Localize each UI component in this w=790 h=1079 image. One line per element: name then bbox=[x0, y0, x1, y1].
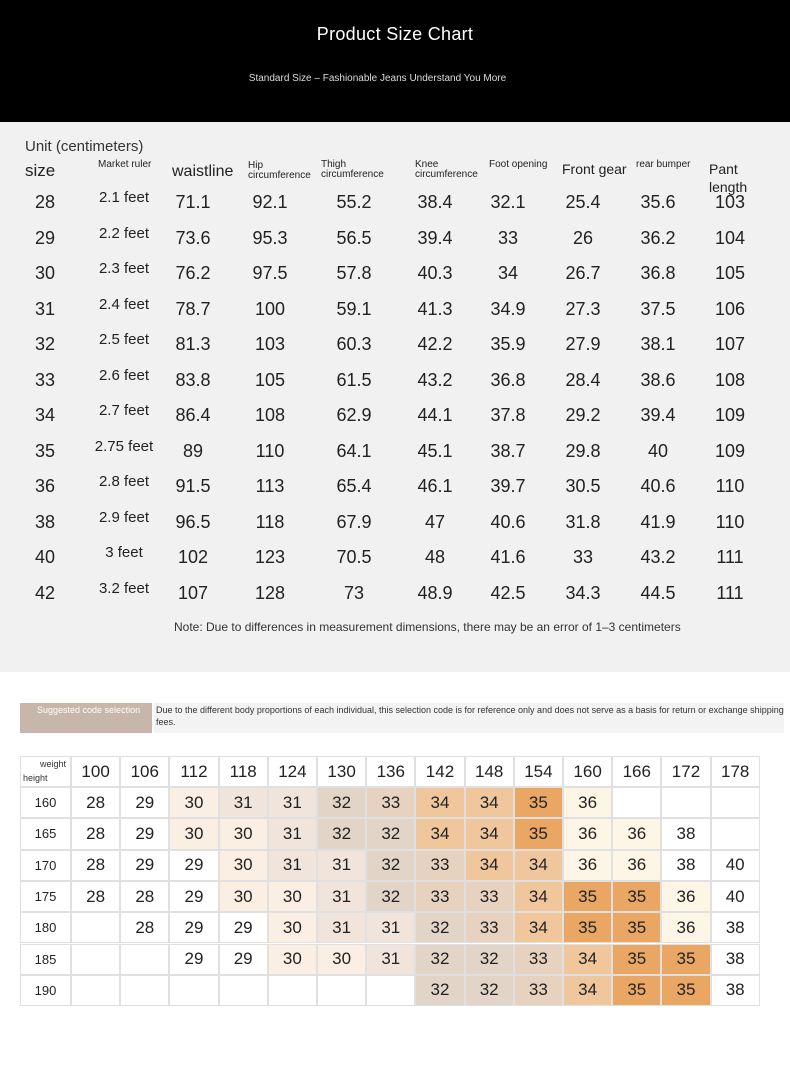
recommended-size-cell bbox=[317, 975, 366, 1006]
measurement-cell: 2.5 feet bbox=[98, 331, 150, 348]
recommended-size-cell: 35 bbox=[612, 881, 661, 912]
recommended-size-cell bbox=[711, 818, 760, 849]
column-header: Pant length bbox=[709, 161, 748, 195]
column-header: Hip circumference bbox=[248, 160, 311, 181]
measurement-cell: 105 bbox=[254, 369, 286, 390]
recommended-size-cell: 38 bbox=[711, 975, 760, 1006]
recommended-size-cell: 30 bbox=[169, 787, 218, 818]
measurement-cell: 48.9 bbox=[417, 582, 453, 603]
measurement-cell: 34 bbox=[497, 263, 519, 283]
measurement-cell: 108 bbox=[714, 369, 746, 390]
measurement-cell: 27.9 bbox=[565, 334, 601, 354]
measurement-cell: 35.6 bbox=[640, 192, 676, 212]
measurement-cell: 118 bbox=[255, 511, 285, 532]
size-value: 28 bbox=[34, 192, 56, 212]
recommended-size-cell: 29 bbox=[169, 850, 218, 881]
size-value: 33 bbox=[34, 369, 56, 390]
measurement-cell: 71.1 bbox=[175, 192, 211, 212]
recommended-size-cell: 30 bbox=[268, 881, 317, 912]
measurement-cell: 60.3 bbox=[336, 334, 372, 354]
recommended-size-cell: 33 bbox=[514, 944, 563, 975]
recommended-size-cell: 31 bbox=[268, 787, 317, 818]
size-chart-panel bbox=[0, 122, 790, 672]
measurement-cell: 32.1 bbox=[490, 192, 526, 212]
weight-header: 178 bbox=[711, 756, 760, 787]
recommended-size-cell: 34 bbox=[563, 975, 612, 1006]
measurement-cell: 110 bbox=[715, 476, 745, 496]
recommended-size-cell: 36 bbox=[563, 787, 612, 818]
size-value: 29 bbox=[34, 227, 56, 248]
size-value: 42 bbox=[34, 582, 56, 603]
recommended-size-cell: 31 bbox=[219, 787, 268, 818]
measurement-cell: 76.2 bbox=[175, 263, 211, 283]
measurement-cell: 78.7 bbox=[175, 298, 211, 319]
measurement-cell: 107 bbox=[177, 582, 209, 603]
weight-header: 160 bbox=[563, 756, 612, 787]
measurement-cell: 30.5 bbox=[565, 476, 601, 496]
weight-header: 142 bbox=[415, 756, 464, 787]
column-header: rear bumper bbox=[636, 159, 691, 170]
measurement-cell: 2.9 feet bbox=[98, 508, 150, 526]
measurement-cell: 106 bbox=[714, 298, 746, 319]
recommended-size-cell: 29 bbox=[219, 912, 268, 943]
column-header: Foot opening bbox=[489, 159, 548, 170]
weight-header: 106 bbox=[120, 756, 169, 787]
measurement-cell: 45.1 bbox=[417, 440, 453, 461]
recommended-size-cell: 35 bbox=[514, 787, 563, 818]
recommended-size-cell: 32 bbox=[415, 912, 464, 943]
recommended-size-cell: 33 bbox=[514, 975, 563, 1006]
measurement-cell: 40 bbox=[647, 440, 669, 461]
measurement-cell: 39.7 bbox=[490, 476, 526, 496]
measurement-cell: 25.4 bbox=[565, 192, 601, 212]
size-value: 34 bbox=[34, 405, 56, 425]
recommended-size-cell: 30 bbox=[268, 912, 317, 943]
recommended-size-cell: 36 bbox=[563, 850, 612, 881]
weight-axis-label: weight bbox=[39, 759, 66, 769]
measurement-cell: 2.2 feet bbox=[98, 224, 150, 242]
recommended-size-cell: 28 bbox=[120, 912, 169, 943]
measurement-cell: 43.2 bbox=[417, 369, 453, 390]
recommended-size-cell: 33 bbox=[415, 881, 464, 912]
size-value: 31 bbox=[34, 298, 56, 319]
size-value: 35 bbox=[34, 440, 56, 461]
measurement-cell: 105 bbox=[714, 263, 746, 283]
measurement-cell: 111 bbox=[716, 547, 744, 567]
recommended-size-cell: 30 bbox=[219, 818, 268, 849]
size-value: 38 bbox=[34, 511, 56, 532]
measurement-cell: 104 bbox=[714, 227, 746, 248]
recommended-size-cell: 34 bbox=[415, 818, 464, 849]
column-header: Knee circumference bbox=[415, 159, 478, 180]
measurement-cell: 36.2 bbox=[640, 227, 676, 248]
recommended-size-cell: 32 bbox=[465, 944, 514, 975]
measurement-cell: 41.9 bbox=[640, 511, 676, 532]
recommended-size-cell bbox=[612, 787, 661, 818]
weight-header: 154 bbox=[514, 756, 563, 787]
measurement-cell: 86.4 bbox=[175, 405, 211, 425]
recommended-size-cell: 33 bbox=[366, 787, 415, 818]
measurement-cell: 44.1 bbox=[417, 405, 453, 425]
recommended-size-cell: 34 bbox=[514, 881, 563, 912]
recommended-size-cell: 34 bbox=[465, 818, 514, 849]
recommended-size-cell: 30 bbox=[268, 944, 317, 975]
measurement-cell: 36.8 bbox=[490, 369, 526, 390]
measurement-cell: 109 bbox=[714, 440, 746, 461]
height-header: 190 bbox=[20, 975, 71, 1006]
recommended-size-cell: 29 bbox=[120, 818, 169, 849]
recommended-size-cell: 31 bbox=[317, 912, 366, 943]
measurement-cell: 56.5 bbox=[336, 227, 372, 248]
recommended-size-cell: 34 bbox=[514, 912, 563, 943]
column-header: Thigh circumference bbox=[321, 159, 384, 180]
recommended-size-cell bbox=[219, 975, 268, 1006]
measurement-cell: 128 bbox=[254, 582, 286, 603]
recommended-size-cell: 34 bbox=[415, 787, 464, 818]
weight-header: 100 bbox=[71, 756, 120, 787]
recommended-size-cell: 36 bbox=[612, 818, 661, 849]
measurement-cell: 102 bbox=[177, 547, 209, 567]
measurement-note: Note: Due to differences in measurement dimensions, there may be an error of 1–3 centimeters bbox=[174, 620, 681, 634]
grid-corner bbox=[20, 756, 71, 787]
recommended-size-cell: 29 bbox=[219, 944, 268, 975]
recommended-size-cell: 32 bbox=[415, 975, 464, 1006]
measurement-cell: 40.6 bbox=[640, 476, 676, 496]
measurement-cell: 31.8 bbox=[565, 511, 601, 532]
recommended-size-cell: 35 bbox=[563, 881, 612, 912]
measurement-cell: 2.8 feet bbox=[98, 473, 150, 490]
recommended-size-cell: 32 bbox=[366, 850, 415, 881]
height-header: 185 bbox=[20, 944, 71, 975]
recommended-size-cell: 31 bbox=[268, 850, 317, 881]
recommended-size-cell: 31 bbox=[268, 818, 317, 849]
measurement-cell: 107 bbox=[714, 334, 746, 354]
recommended-size-cell: 32 bbox=[366, 818, 415, 849]
recommended-size-cell: 35 bbox=[612, 944, 661, 975]
measurement-cell: 61.5 bbox=[336, 369, 372, 390]
height-header: 175 bbox=[20, 881, 71, 912]
size-value: 30 bbox=[34, 263, 56, 283]
measurement-cell: 29.2 bbox=[565, 405, 601, 425]
measurement-cell: 97.5 bbox=[252, 263, 288, 283]
measurement-cell: 2.4 feet bbox=[98, 295, 150, 313]
recommended-size-cell: 34 bbox=[563, 944, 612, 975]
recommended-size-cell: 32 bbox=[317, 818, 366, 849]
height-header: 170 bbox=[20, 850, 71, 881]
measurement-cell: 26 bbox=[572, 227, 594, 248]
recommended-size-cell: 40 bbox=[711, 881, 760, 912]
recommended-size-cell bbox=[120, 944, 169, 975]
recommended-size-cell: 32 bbox=[415, 944, 464, 975]
recommended-size-cell: 31 bbox=[366, 912, 415, 943]
recommended-size-cell: 35 bbox=[661, 975, 710, 1006]
recommended-size-cell: 40 bbox=[711, 850, 760, 881]
measurement-cell: 38.7 bbox=[490, 440, 526, 461]
recommended-size-cell: 36 bbox=[661, 881, 710, 912]
measurement-cell: 62.9 bbox=[336, 405, 372, 425]
recommended-size-cell: 29 bbox=[120, 850, 169, 881]
measurement-cell: 38.6 bbox=[640, 369, 676, 390]
measurement-cell: 65.4 bbox=[336, 476, 372, 496]
height-header: 165 bbox=[20, 818, 71, 849]
recommended-size-cell: 29 bbox=[169, 881, 218, 912]
measurement-cell: 59.1 bbox=[336, 298, 372, 319]
recommended-size-cell: 35 bbox=[563, 912, 612, 943]
weight-header: 130 bbox=[317, 756, 366, 787]
recommended-size-cell: 34 bbox=[465, 787, 514, 818]
recommended-size-cell bbox=[120, 975, 169, 1006]
recommended-size-cell: 36 bbox=[661, 912, 710, 943]
measurement-cell: 48 bbox=[424, 547, 446, 567]
measurement-cell: 2.3 feet bbox=[98, 260, 150, 277]
unit-label: Unit (centimeters) bbox=[25, 138, 144, 155]
weight-header: 118 bbox=[219, 756, 268, 787]
measurement-cell: 33 bbox=[572, 547, 594, 567]
measurement-cell: 42.5 bbox=[490, 582, 526, 603]
measurement-cell: 109 bbox=[714, 405, 746, 425]
measurement-cell: 89 bbox=[182, 440, 204, 461]
recommended-size-cell: 29 bbox=[169, 944, 218, 975]
measurement-cell: 111 bbox=[716, 582, 744, 603]
recommended-size-cell: 32 bbox=[366, 881, 415, 912]
recommended-size-cell bbox=[711, 787, 760, 818]
measurement-cell: 40.3 bbox=[417, 263, 453, 283]
weight-header: 124 bbox=[268, 756, 317, 787]
weight-header: 112 bbox=[169, 756, 218, 787]
recommended-size-cell: 30 bbox=[219, 881, 268, 912]
measurement-cell: 38.1 bbox=[640, 334, 676, 354]
column-header: Market ruler bbox=[98, 159, 152, 170]
recommended-size-cell: 32 bbox=[465, 975, 514, 1006]
recommended-size-cell bbox=[169, 975, 218, 1006]
recommended-size-cell: 38 bbox=[711, 912, 760, 943]
measurement-cell: 103 bbox=[714, 192, 746, 212]
height-header: 180 bbox=[20, 912, 71, 943]
measurement-cell: 70.5 bbox=[336, 547, 372, 567]
column-header: Front gear bbox=[562, 161, 627, 177]
measurement-cell: 29.8 bbox=[565, 440, 601, 461]
size-value: 32 bbox=[34, 334, 56, 354]
recommended-size-cell: 31 bbox=[366, 944, 415, 975]
measurement-cell: 110 bbox=[255, 440, 285, 461]
weight-header: 136 bbox=[366, 756, 415, 787]
column-header: size bbox=[25, 161, 56, 180]
measurement-cell: 73 bbox=[343, 582, 365, 603]
measurement-cell: 35.9 bbox=[490, 334, 526, 354]
measurement-cell: 44.5 bbox=[640, 582, 676, 603]
measurement-cell: 108 bbox=[254, 405, 286, 425]
recommended-size-cell: 33 bbox=[465, 881, 514, 912]
recommended-size-cell bbox=[366, 975, 415, 1006]
measurement-cell: 67.9 bbox=[336, 511, 372, 532]
recommended-size-cell: 29 bbox=[120, 787, 169, 818]
recommended-size-cell: 28 bbox=[120, 881, 169, 912]
measurement-cell: 83.8 bbox=[175, 369, 211, 390]
measurement-cell: 36.8 bbox=[640, 263, 676, 283]
recommended-size-cell bbox=[71, 975, 120, 1006]
suggested-code-badge: Suggested code selection bbox=[20, 703, 152, 733]
measurement-cell: 34.3 bbox=[565, 582, 601, 603]
recommended-size-cell: 28 bbox=[71, 850, 120, 881]
measurement-cell: 26.7 bbox=[565, 263, 601, 283]
size-value: 40 bbox=[34, 547, 56, 567]
measurement-cell: 113 bbox=[255, 476, 285, 496]
measurement-cell: 123 bbox=[254, 547, 286, 567]
recommended-size-cell: 36 bbox=[612, 850, 661, 881]
measurement-cell: 38.4 bbox=[417, 192, 453, 212]
measurement-cell: 100 bbox=[254, 298, 286, 319]
height-header: 160 bbox=[20, 787, 71, 818]
weight-header: 172 bbox=[661, 756, 710, 787]
recommended-size-cell bbox=[268, 975, 317, 1006]
measurement-cell: 91.5 bbox=[175, 476, 211, 496]
measurement-cell: 27.3 bbox=[565, 298, 601, 319]
recommended-size-cell: 30 bbox=[169, 818, 218, 849]
measurement-cell: 37.5 bbox=[640, 298, 676, 319]
measurement-cell: 103 bbox=[254, 334, 286, 354]
page-subtitle: Standard Size – Fashionable Jeans Understand You More bbox=[248, 73, 507, 84]
measurement-cell: 41.6 bbox=[490, 547, 526, 567]
measurement-cell: 28.4 bbox=[565, 369, 601, 390]
column-header: waistline bbox=[172, 163, 234, 180]
page-title: Product Size Chart bbox=[316, 24, 474, 44]
recommended-size-cell: 33 bbox=[465, 912, 514, 943]
size-recommendation-grid bbox=[20, 756, 770, 1011]
recommended-size-cell: 38 bbox=[711, 944, 760, 975]
measurement-cell: 43.2 bbox=[640, 547, 676, 567]
measurement-cell: 3 feet bbox=[105, 544, 143, 561]
measurement-cell: 2.75 feet bbox=[94, 437, 154, 455]
recommended-size-cell: 28 bbox=[71, 787, 120, 818]
measurement-cell: 41.3 bbox=[417, 298, 453, 319]
measurement-cell: 46.1 bbox=[417, 476, 453, 496]
weight-header: 166 bbox=[612, 756, 661, 787]
recommended-size-cell: 31 bbox=[317, 881, 366, 912]
recommended-size-cell: 28 bbox=[71, 818, 120, 849]
recommended-size-cell: 35 bbox=[661, 944, 710, 975]
size-value: 36 bbox=[34, 476, 56, 496]
recommended-size-cell bbox=[71, 944, 120, 975]
measurement-cell: 55.2 bbox=[336, 192, 372, 212]
recommended-size-cell: 34 bbox=[514, 850, 563, 881]
recommended-size-cell: 35 bbox=[612, 912, 661, 943]
measurement-cell: 39.4 bbox=[417, 227, 453, 248]
measurement-cell: 33 bbox=[497, 227, 519, 248]
measurement-cell: 73.6 bbox=[175, 227, 211, 248]
recommended-size-cell: 34 bbox=[465, 850, 514, 881]
recommended-size-cell: 30 bbox=[317, 944, 366, 975]
recommended-size-cell: 38 bbox=[661, 850, 710, 881]
height-axis-label: height bbox=[23, 773, 48, 783]
recommended-size-cell: 28 bbox=[71, 881, 120, 912]
recommended-size-cell: 31 bbox=[317, 850, 366, 881]
recommended-size-cell bbox=[661, 787, 710, 818]
measurement-cell: 2.1 feet bbox=[98, 189, 150, 206]
measurement-cell: 95.3 bbox=[252, 227, 288, 248]
measurement-cell: 81.3 bbox=[175, 334, 211, 354]
header-banner bbox=[0, 0, 790, 122]
recommended-size-cell: 33 bbox=[415, 850, 464, 881]
recommended-size-cell: 36 bbox=[563, 818, 612, 849]
measurement-cell: 3.2 feet bbox=[98, 579, 150, 597]
recommended-size-cell: 35 bbox=[514, 818, 563, 849]
recommended-size-cell: 35 bbox=[612, 975, 661, 1006]
recommended-size-cell bbox=[71, 912, 120, 943]
measurement-cell: 34.9 bbox=[490, 298, 526, 319]
measurement-cell: 42.2 bbox=[417, 334, 453, 354]
recommended-size-cell: 38 bbox=[661, 818, 710, 849]
recommended-size-cell: 32 bbox=[317, 787, 366, 818]
weight-header: 148 bbox=[465, 756, 514, 787]
measurement-cell: 37.8 bbox=[490, 405, 526, 425]
measurement-cell: 57.8 bbox=[336, 263, 372, 283]
recommended-size-cell: 29 bbox=[169, 912, 218, 943]
measurement-cell: 2.6 feet bbox=[98, 366, 150, 384]
suggestion-disclaimer: Due to the different body proportions of each individual, this selection code is for reference only and does not serve as a basis for return or exchange shipping fees. bbox=[154, 703, 784, 733]
measurement-cell: 40.6 bbox=[490, 511, 526, 532]
measurement-cell: 2.7 feet bbox=[98, 402, 150, 419]
measurement-cell: 39.4 bbox=[640, 405, 676, 425]
measurement-cell: 64.1 bbox=[336, 440, 372, 461]
measurement-cell: 47 bbox=[424, 511, 446, 532]
measurement-cell: 96.5 bbox=[175, 511, 211, 532]
recommended-size-cell: 30 bbox=[219, 850, 268, 881]
measurement-cell: 92.1 bbox=[252, 192, 288, 212]
measurement-cell: 110 bbox=[715, 511, 745, 532]
